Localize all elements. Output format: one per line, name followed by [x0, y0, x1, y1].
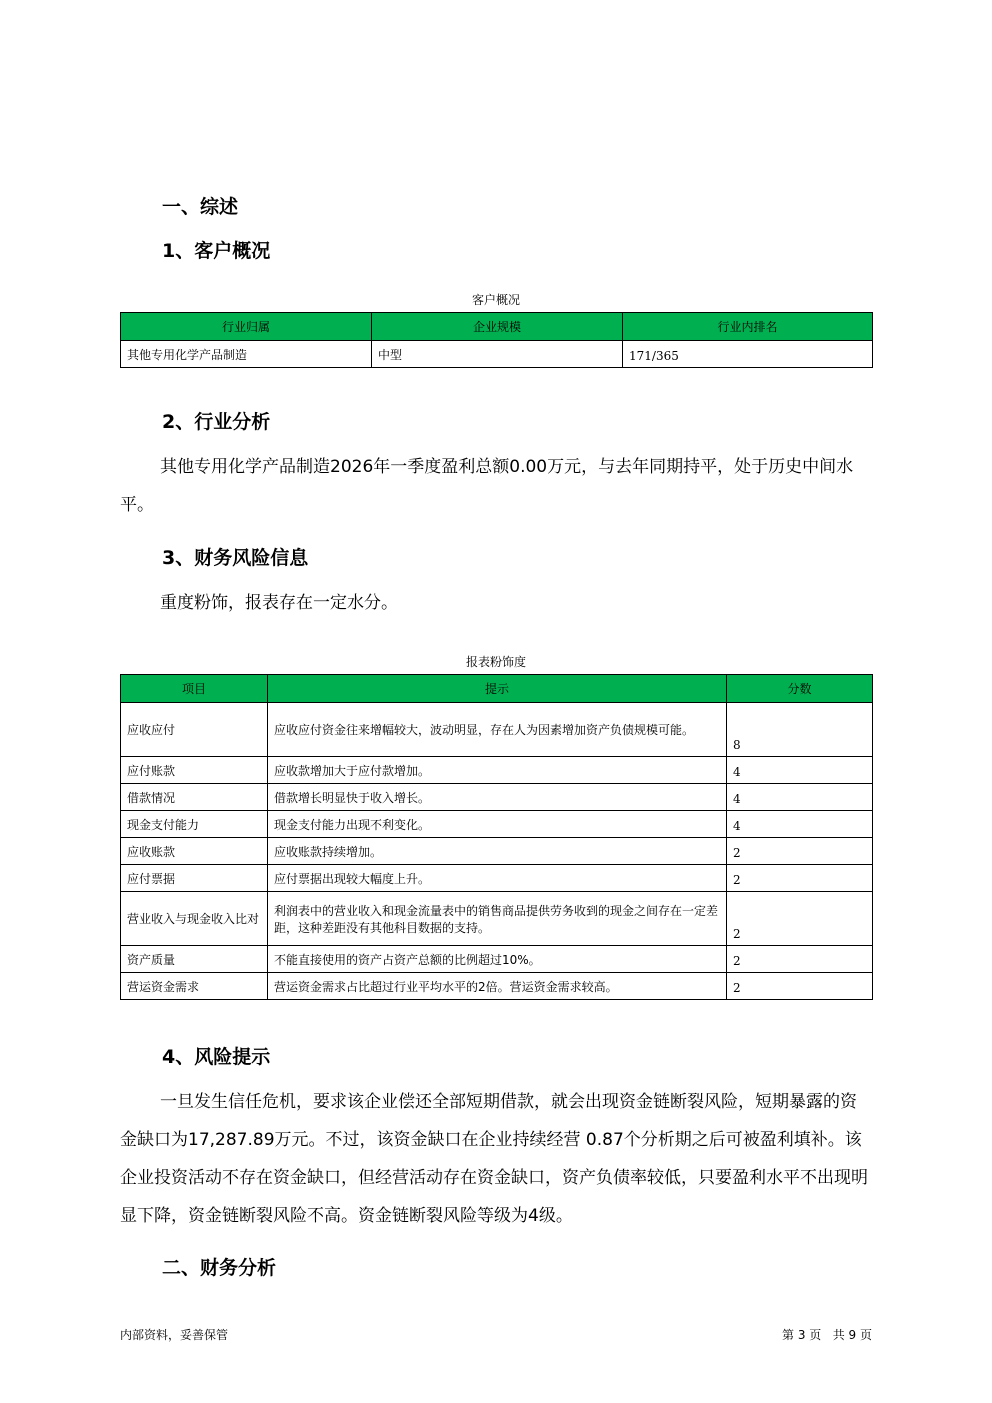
table-row	[121, 865, 873, 892]
section-heading-risk-warning: 4、风险提示	[162, 1046, 271, 1068]
risk-table-header-hint: 提示	[268, 675, 727, 703]
risk-hint: 应付票据出现较大幅度上升。	[268, 865, 727, 892]
risk-score: 2	[727, 838, 873, 865]
section-heading-financial: 二、财务分析	[162, 1257, 277, 1279]
customer-table	[120, 312, 873, 368]
section-heading-risk-info: 3、财务风险信息	[162, 547, 309, 569]
table-row	[121, 946, 873, 973]
risk-item: 营业收入与现金收入比对	[121, 892, 268, 946]
industry-analysis-text: 其他专用化学产品制造2026年一季度盈利总额0.00万元，与去年同期持平，处于历史中间水平。	[120, 457, 854, 515]
customer-table-header-row	[121, 313, 873, 341]
risk-table	[120, 674, 873, 1000]
risk-score: 4	[727, 811, 873, 838]
risk-item: 应收应付	[121, 703, 268, 757]
risk-score: 2	[727, 973, 873, 1000]
table-row	[121, 838, 873, 865]
customer-scale-value: 中型	[372, 341, 623, 368]
footer-confidential: 内部资料，妥善保管	[120, 1328, 229, 1342]
risk-score: 8	[727, 703, 873, 757]
table-row	[121, 784, 873, 811]
table-row	[121, 757, 873, 784]
risk-item: 营运资金需求	[121, 973, 268, 1000]
customer-table-caption: 客户概况	[471, 293, 520, 307]
table-row	[121, 811, 873, 838]
risk-score: 2	[727, 946, 873, 973]
table-row	[121, 703, 873, 757]
risk-hint: 应收账款持续增加。	[268, 838, 727, 865]
risk-item: 应付账款	[121, 757, 268, 784]
risk-warning-text: 一旦发生信任危机，要求该企业偿还全部短期借款，就会出现资金链断裂风险，短期暴露的资金缺口为17,287.89万元。不过，该资金缺口在企业持续经营 0.87个分析期之后可被盈利填补。该企业投资活动不存在资金缺口，但经营活动存在资金缺口，资产负债率较低，只要盈利水平不出现明显下降，资金链断裂风险不高。资金链断裂风险等级为4级。	[120, 1092, 868, 1226]
section-heading-customer: 1、客户概况	[162, 240, 271, 262]
risk-score: 2	[727, 892, 873, 946]
risk-table-header-score: 分数	[727, 675, 873, 703]
risk-hint: 利润表中的营业收入和现金流量表中的销售商品提供劳务收到的现金之间存在一定差距，这种差距没有其他科目数据的支持。	[268, 892, 727, 946]
table-row	[121, 892, 873, 946]
section-heading-overview: 一、综述	[162, 196, 239, 218]
risk-item: 借款情况	[121, 784, 268, 811]
risk-hint: 应收应付资金往来增幅较大，波动明显，存在人为因素增加资产负债规模可能。	[268, 703, 727, 757]
risk-score: 4	[727, 784, 873, 811]
risk-hint: 现金支付能力出现不利变化。	[268, 811, 727, 838]
risk-table-header-row	[121, 675, 873, 703]
table-row	[121, 973, 873, 1000]
risk-hint: 营运资金需求占比超过行业平均水平的2倍。营运资金需求较高。	[268, 973, 727, 1000]
risk-hint: 不能直接使用的资产占资产总额的比例超过10%。	[268, 946, 727, 973]
risk-info-text: 重度粉饰，报表存在一定水分。	[160, 593, 398, 613]
risk-item: 资产质量	[121, 946, 268, 973]
customer-table-header-rank: 行业内排名	[623, 313, 873, 341]
footer-page-number: 第 3 页 共 9 页	[782, 1328, 872, 1342]
risk-table-caption: 报表粉饰度	[465, 655, 526, 669]
risk-score: 2	[727, 865, 873, 892]
customer-industry-value: 其他专用化学产品制造	[121, 341, 372, 368]
risk-item: 应付票据	[121, 865, 268, 892]
customer-table-header-scale: 企业规模	[372, 313, 623, 341]
risk-item: 现金支付能力	[121, 811, 268, 838]
risk-score: 4	[727, 757, 873, 784]
customer-table-header-industry: 行业归属	[121, 313, 372, 341]
customer-rank-value: 171/365	[623, 341, 873, 368]
risk-item: 应收账款	[121, 838, 268, 865]
risk-hint: 借款增长明显快于收入增长。	[268, 784, 727, 811]
section-heading-industry: 2、行业分析	[162, 411, 271, 433]
risk-table-header-item: 项目	[121, 675, 268, 703]
table-row	[121, 341, 873, 368]
risk-hint: 应收款增加大于应付款增加。	[268, 757, 727, 784]
